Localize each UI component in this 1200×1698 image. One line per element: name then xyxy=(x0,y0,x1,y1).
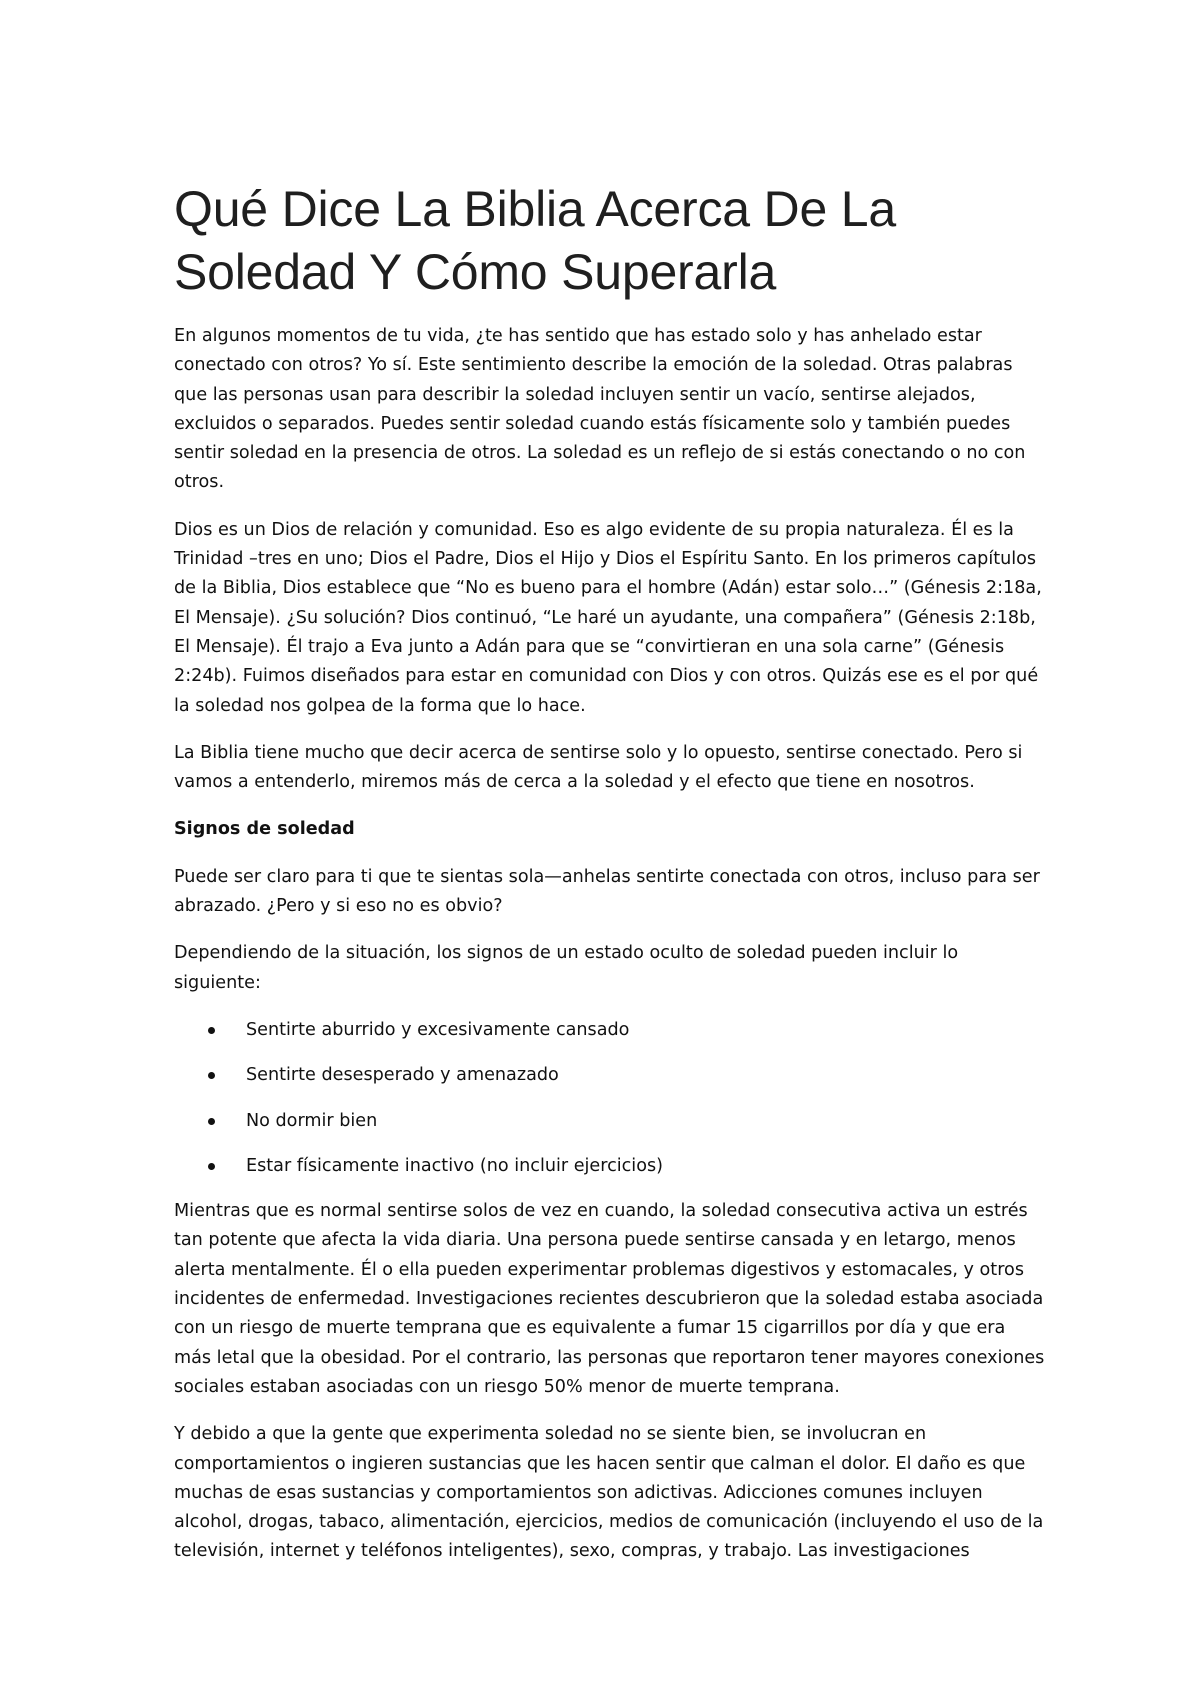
document-body xyxy=(174,178,1046,1585)
paragraph-signs-intro: Puede ser claro para ti que te sientas sola—anhelas sentirte conectada con otros, incluso para ser abrazado. ¿Pero y si eso no es obvio? xyxy=(174,866,1040,917)
list-item xyxy=(174,1061,1046,1090)
section-heading: Signos de soledad xyxy=(174,819,355,840)
list-item xyxy=(174,1107,1046,1136)
list-item-text: Sentirte aburrido y excesivamente cansado xyxy=(246,1019,630,1040)
paragraph-bible-says: La Biblia tiene mucho que decir acerca de sentirse solo y lo opuesto, sentirse conectado. Pero si vamos a entenderlo, miremos más de cerca a la soledad y el efecto que tiene en nosotros. xyxy=(174,742,1023,793)
bullet-icon xyxy=(208,1118,215,1125)
signs-list xyxy=(174,1016,1046,1181)
list-item-text: No dormir bien xyxy=(246,1110,378,1131)
list-item xyxy=(174,1152,1046,1181)
paragraph-intro: En algunos momentos de tu vida, ¿te has sentido que has estado solo y has anhelado estar conectado con otros? Yo sí. Este sentimiento describe la emoción de la soledad. Otras palabras que las personas usan para describir la soledad incluyen sentir un vacío, sentirse alejados, excluidos o separados. Puedes sentir soledad cuando estás físicamente solo y también puedes sentir soledad en la presencia de otros. La soledad es un reflejo de si estás conectando o no con otros. xyxy=(174,326,1026,493)
paragraph-signs-lead: Dependiendo de la situación, los signos de un estado oculto de soledad pueden incluir lo siguiente: xyxy=(174,943,959,993)
bullet-icon xyxy=(208,1027,215,1034)
paragraph-god-relationship: Dios es un Dios de relación y comunidad. Eso es algo evidente de su propia naturaleza. Él es la Trinidad –tres en uno; Dios el Padre, Dios el Hijo y Dios el Espíritu Santo. En los primeros capítulos de la Biblia, Dios establece que “No es bueno para el hombre (Adán) estar solo…” (Génesis 2:18a, El Mensaje). ¿Su solución? Dios continuó, “Le haré un ayudante, una compañera” (Génesis 2:18b, El Mensaje). Él trajo a Eva junto a Adán para que se “convirtieran en una sola carne” (Génesis 2:24b). Fuimos diseñados para estar en comunidad con Dios y con otros. Quizás ese es el por qué la soledad nos golpea de la forma que lo hace. xyxy=(174,519,1042,716)
paragraph-addictions: Y debido a que la gente que experimenta soledad no se siente bien, se involucran en comportamientos o ingieren sustancias que les hacen sentir que calman el dolor. El daño es que muchas de esas sustancias y comportamientos son adictivas. Adicciones comunes incluyen alcohol, drogas, tabaco, alimentación, ejercicios, medios de comunicación (incluyendo el uso de la televisión, internet y teléfonos inteligentes), sexo, compras, y trabajo. Las investigaciones xyxy=(174,1424,1044,1562)
bullet-icon xyxy=(208,1072,215,1079)
paragraph-effects: Mientras que es normal sentirse solos de vez en cuando, la soledad consecutiva activa un estrés tan potente que afecta la vida diaria. Una persona puede sentirse cansada y en letargo, menos alerta mentalmente. Él o ella pueden experimentar problemas digestivos y estomacales, y otros incidentes de enfermedad. Investigaciones recientes descubrieron que la soledad estaba asociada con un riesgo de muerte temprana que es equivalente a fumar 15 cigarrillos por día y que era más letal que la obesidad. Por el contrario, las personas que reportaron tener mayores conexiones sociales estaban asociadas con un riesgo 50% menor de muerte temprana. xyxy=(174,1201,1045,1397)
list-item xyxy=(174,1016,1046,1045)
document-title: Qué Dice La Biblia Acerca De La Soledad Y Cómo Superarla xyxy=(174,181,896,300)
bullet-icon xyxy=(208,1163,215,1170)
list-item-text: Sentirte desesperado y amenazado xyxy=(246,1065,559,1086)
list-item-text: Estar físicamente inactivo (no incluir ejercicios) xyxy=(246,1155,663,1176)
